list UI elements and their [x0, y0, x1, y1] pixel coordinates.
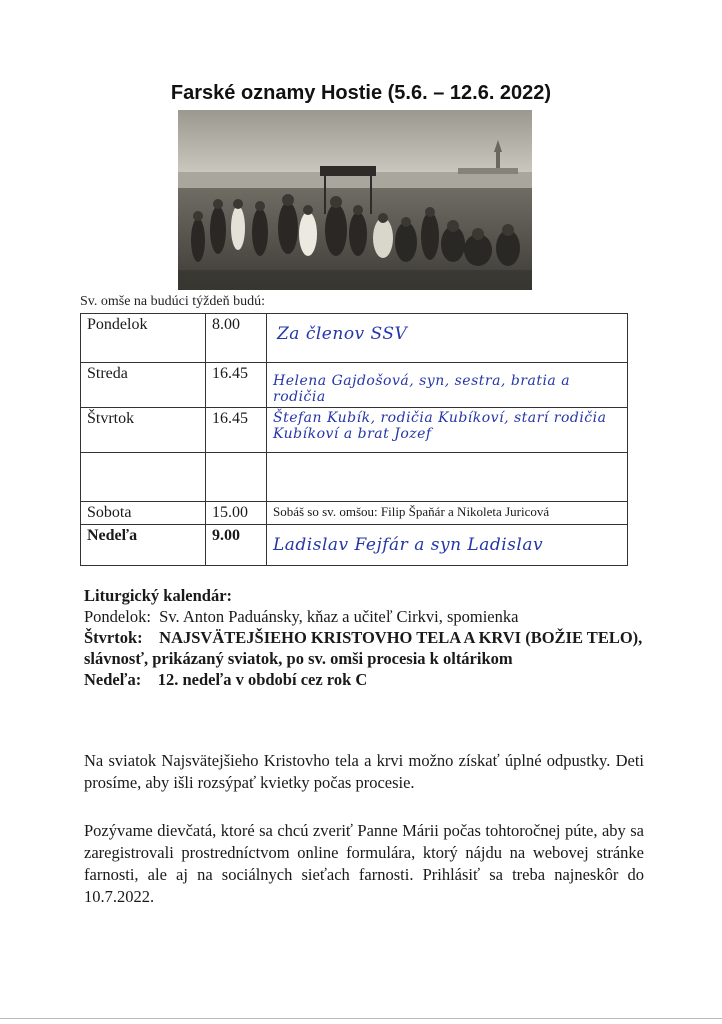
mass-schedule-table	[80, 313, 628, 566]
intention-cell	[267, 363, 628, 408]
day-cell: Streda	[81, 363, 206, 408]
intention-cell	[267, 453, 628, 502]
liturgy-entry: Sv. Anton Paduánsky, kňaz a učiteľ Cirkvi, spomienka	[159, 607, 519, 626]
time-cell	[206, 453, 267, 502]
time-cell: 16.45	[206, 363, 267, 408]
handwritten-intention: Za členov SSV	[277, 324, 408, 344]
table-row	[81, 408, 628, 453]
day-cell: Nedeľa	[81, 525, 206, 566]
liturgy-thursday	[84, 627, 644, 669]
announcement-paragraph: Pozývame dievčatá, ktoré sa chcú zveriť Panne Márii počas tohtoročnej púte, aby sa zaregistrovali prostredníctvom online formulára, ktorý nájdu na webovej stránke farnosti, ale aj na sociálnych sieťach farnosti. Prihlásiť sa treba najneskôr do 10.7.2022.	[84, 821, 644, 906]
intention-cell	[267, 525, 628, 566]
liturgy-day-label: Štvrtok:	[84, 628, 143, 647]
intention-cell: Sobáš so sv. omšou: Filip Špaňár a Nikoleta Juricová	[267, 502, 628, 525]
handwritten-intention: Helena Gajdošová, syn, sestra, bratia a rodičia	[273, 373, 571, 405]
time-cell: 9.00	[206, 525, 267, 566]
liturgy-monday	[84, 606, 644, 627]
page-title: Farské oznamy Hostie (5.6. – 12.6. 2022)	[170, 82, 552, 104]
day-cell: Štvrtok	[81, 408, 206, 453]
procession-painting-image	[178, 110, 532, 290]
liturgical-calendar	[84, 585, 644, 690]
liturgy-entry: 12. nedeľa v období cez rok C	[157, 670, 368, 689]
table-row	[81, 453, 628, 502]
handwritten-intention: Ladislav Fejfár a syn Ladislav	[273, 535, 544, 555]
time-cell: 16.45	[206, 408, 267, 453]
day-cell	[81, 453, 206, 502]
time-cell: 15.00	[206, 502, 267, 525]
intention-cell	[267, 314, 628, 363]
schedule-caption: Sv. omše na budúci týždeň budú:	[80, 294, 265, 309]
procession-painting	[178, 110, 532, 290]
page-edge	[0, 1018, 722, 1019]
time-cell: 8.00	[206, 314, 267, 363]
liturgy-sunday	[84, 669, 644, 690]
liturgy-entry: NAJSVÄTEJŠIEHO KRISTOVHO TELA A KRVI (BOŽIE TELO), slávnosť, prikázaný sviatok, po sv. omši procesia k oltárikom	[84, 628, 643, 668]
day-cell: Pondelok	[81, 314, 206, 363]
announcement-paragraph: Na sviatok Najsvätejšieho Kristovho tela a krvi možno získať úplné odpustky. Deti prosíme, aby išli rozsýpať kvietky počas procesie.	[84, 751, 644, 792]
intention-cell	[267, 408, 628, 453]
table-row	[81, 314, 628, 363]
liturgy-day-label: Pondelok:	[84, 607, 151, 626]
table-row	[81, 363, 628, 408]
handwritten-intention: Štefan Kubík, rodičia Kubíkoví, starí rodičia Kubíkoví a brat Jozef	[273, 410, 607, 442]
day-cell: Sobota	[81, 502, 206, 525]
table-row	[81, 502, 628, 525]
liturgy-heading: Liturgický kalendár:	[84, 586, 233, 605]
liturgy-day-label: Nedeľa:	[84, 670, 142, 689]
table-row	[81, 525, 628, 566]
